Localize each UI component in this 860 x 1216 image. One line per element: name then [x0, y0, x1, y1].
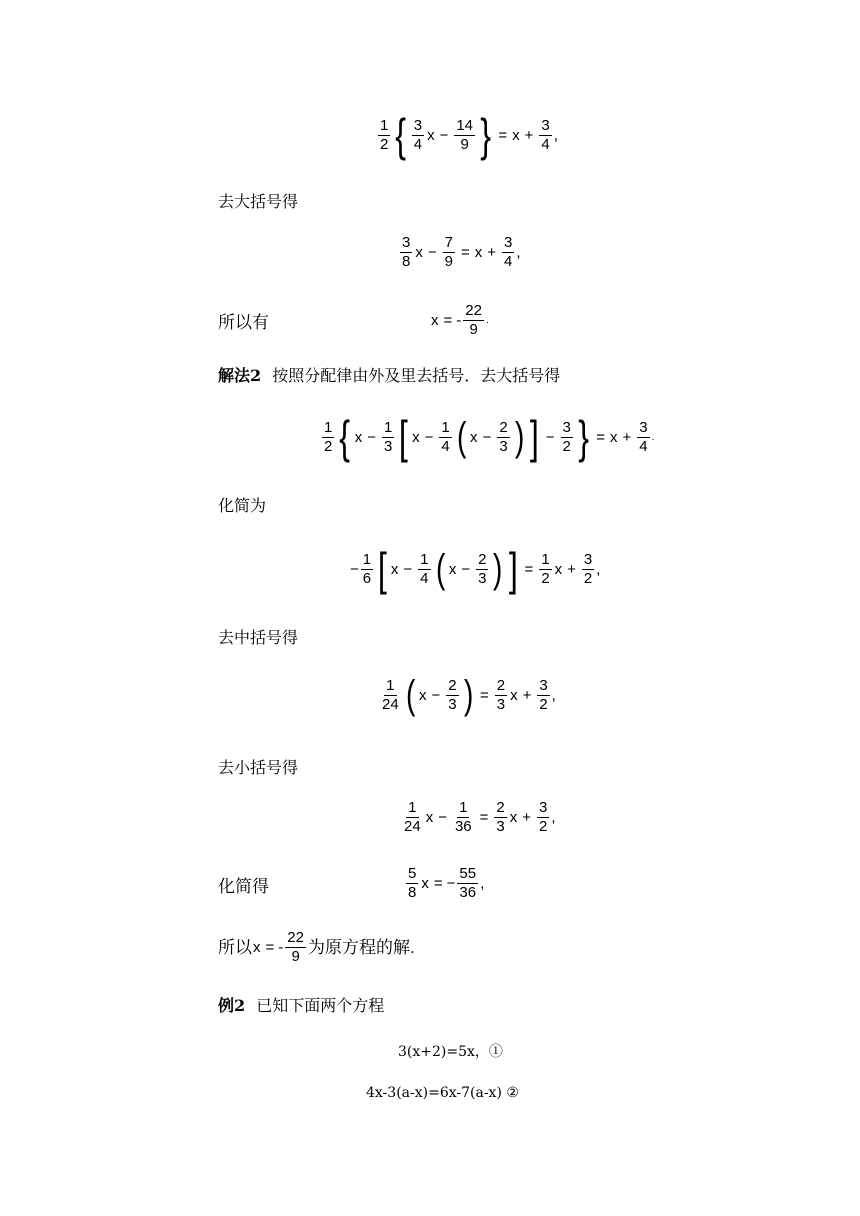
variable-x: x — [431, 311, 439, 329]
variable-x: x — [510, 686, 518, 704]
denominator: 6 — [362, 569, 372, 587]
fraction — [380, 678, 401, 713]
fraction — [494, 800, 506, 835]
fraction — [322, 420, 334, 455]
variable-x: x — [253, 938, 261, 956]
label-simplify-get: 化简得 — [218, 877, 269, 896]
left-paren: ( — [435, 547, 445, 591]
plus-sign: + — [524, 126, 534, 144]
equals-sign: = — [498, 126, 508, 144]
minus-sign: − — [403, 560, 413, 578]
fraction — [453, 800, 474, 835]
variable-x: x — [415, 243, 423, 261]
minus-sign: − — [482, 428, 492, 446]
plus-sign: + — [567, 560, 576, 578]
plus-sign: + — [487, 243, 496, 261]
example-2-paragraph — [218, 998, 384, 1014]
period: . — [651, 431, 655, 443]
label-remove-small-brackets: 去小括号得 — [218, 758, 299, 777]
example-2-text: 已知下面两个方程 — [256, 996, 385, 1015]
minus-sign: - — [456, 311, 462, 329]
comma: , — [596, 560, 601, 578]
denominator: 2 — [380, 135, 389, 153]
numerator: 3 — [562, 418, 571, 436]
denominator: 8 — [408, 883, 417, 901]
denominator: 4 — [420, 569, 429, 587]
minus-sign: − — [438, 808, 447, 826]
period: . — [485, 314, 489, 326]
equation-7 — [400, 800, 556, 835]
denominator: 2 — [541, 569, 550, 587]
right-paren: ) — [463, 673, 473, 717]
numerator: 55 — [459, 865, 477, 882]
denominator: 3 — [448, 695, 457, 713]
numerator: 1 — [383, 418, 393, 436]
denominator: 24 — [404, 817, 421, 835]
fraction — [537, 678, 549, 713]
minus-sign: − — [350, 560, 359, 578]
numerator: 2 — [478, 550, 487, 568]
denominator: 3 — [496, 695, 506, 713]
minus-sign: − — [439, 126, 449, 144]
numerator: 3 — [541, 116, 550, 134]
fraction — [382, 420, 394, 455]
numerator: 1 — [459, 799, 468, 816]
variable-x: x — [448, 560, 457, 578]
right-paren: ) — [514, 415, 524, 459]
fraction — [495, 678, 507, 713]
equals-sign: = — [265, 938, 275, 956]
equation-5 — [350, 543, 601, 595]
equals-sign: = — [460, 243, 470, 261]
left-brace: { — [395, 109, 407, 161]
fraction — [443, 235, 455, 270]
left-bracket: [ — [378, 543, 387, 595]
numerator: 1 — [380, 116, 389, 134]
numerator: 1 — [420, 550, 429, 568]
label-simplify-to: 化简为 — [218, 496, 267, 515]
right-brace: } — [480, 109, 492, 161]
left-paren: ( — [456, 415, 467, 459]
equation-11: 4x-3(a-x)=6x-7(a-x) ② — [366, 1085, 519, 1101]
minus-sign: - — [278, 938, 284, 956]
fraction — [582, 552, 594, 587]
numerator: 3 — [583, 550, 593, 568]
numerator: 2 — [496, 676, 506, 694]
numerator: 3 — [539, 799, 548, 816]
fraction — [402, 800, 423, 835]
equals-sign: = — [433, 874, 443, 892]
equals-sign: = — [443, 311, 453, 329]
equation-4 — [320, 411, 655, 463]
fraction — [561, 420, 573, 455]
fraction — [502, 235, 514, 270]
denominator: 36 — [454, 817, 472, 835]
equation-10: 3(x+2)=5x，① — [398, 1044, 503, 1060]
variable-x: x — [512, 126, 520, 144]
denominator: 4 — [639, 437, 648, 455]
conclusion-suffix: 为原方程的解. — [307, 937, 415, 957]
fraction — [285, 930, 306, 965]
equals-sign: = — [479, 686, 489, 704]
minus-sign: − — [461, 560, 471, 578]
variable-x: x — [425, 808, 434, 826]
fraction — [439, 420, 451, 455]
label-so-have: 所以有 — [218, 313, 269, 332]
equation-3 — [430, 303, 489, 338]
equals-sign: = — [596, 428, 606, 446]
denominator: 8 — [402, 252, 411, 270]
denominator: 4 — [441, 437, 450, 455]
denominator: 2 — [583, 569, 593, 587]
numerator: 3 — [539, 676, 548, 694]
variable-x: x — [474, 243, 483, 261]
fraction — [378, 118, 390, 153]
denominator: 9 — [460, 135, 469, 153]
fraction — [537, 800, 549, 835]
variable-x: x — [610, 428, 618, 446]
minus-sign: − — [424, 428, 434, 446]
fraction — [539, 552, 551, 587]
variable-x: x — [354, 428, 363, 446]
plus-sign: + — [622, 428, 632, 446]
right-brace: } — [578, 411, 589, 463]
numerator: 7 — [444, 234, 453, 251]
numerator: 1 — [386, 676, 395, 694]
method-2-paragraph — [218, 368, 560, 384]
equation-6 — [378, 675, 556, 715]
right-bracket: ] — [529, 411, 539, 463]
denominator: 36 — [459, 883, 477, 901]
plus-sign: + — [522, 808, 532, 826]
variable-x: x — [421, 874, 429, 892]
fraction — [539, 118, 551, 153]
denominator: 3 — [496, 817, 505, 835]
variable-x: x — [509, 808, 518, 826]
variable-x: x — [427, 126, 435, 144]
denominator: 9 — [444, 252, 453, 270]
variable-x: x — [412, 428, 420, 446]
minus-sign: − — [446, 874, 456, 892]
fraction — [412, 118, 424, 153]
numerator: 22 — [287, 929, 304, 946]
fraction — [476, 552, 488, 587]
comma: , — [480, 874, 485, 892]
numerator: 1 — [362, 550, 372, 568]
left-paren: ( — [405, 673, 416, 717]
minus-sign: − — [431, 686, 441, 704]
right-bracket: ] — [508, 543, 518, 595]
example-2-title: 例2 — [218, 996, 246, 1015]
minus-sign: − — [545, 428, 555, 446]
equation-8 — [404, 866, 484, 901]
numerator: 2 — [448, 676, 457, 694]
equation-9 — [252, 930, 308, 965]
denominator: 3 — [499, 437, 508, 455]
minus-sign: − — [367, 428, 376, 446]
left-bracket: [ — [399, 411, 409, 463]
denominator: 4 — [503, 252, 513, 270]
fraction — [446, 678, 458, 713]
variable-x: x — [470, 428, 478, 446]
denominator: 2 — [562, 437, 571, 455]
plus-sign: + — [522, 686, 532, 704]
variable-x: x — [419, 686, 427, 704]
label-remove-mid-brackets: 去中括号得 — [218, 628, 299, 647]
variable-x: x — [554, 560, 563, 578]
numerator: 1 — [324, 418, 333, 436]
denominator: 24 — [382, 695, 399, 713]
denominator: 2 — [539, 695, 548, 713]
fraction — [454, 118, 475, 153]
equation-1 — [376, 109, 558, 161]
comma: , — [551, 808, 556, 826]
denominator: 9 — [469, 320, 478, 338]
numerator: 3 — [402, 234, 411, 251]
fraction — [361, 552, 373, 587]
equals-sign: = — [479, 808, 489, 826]
fraction — [463, 303, 484, 338]
denominator: 4 — [413, 135, 423, 153]
numerator: 1 — [441, 418, 450, 436]
numerator: 2 — [499, 418, 508, 436]
variable-x: x — [390, 560, 399, 578]
numerator: 3 — [639, 418, 648, 436]
denominator: 3 — [383, 437, 393, 455]
numerator: 3 — [413, 116, 423, 134]
denominator: 3 — [478, 569, 487, 587]
numerator: 1 — [541, 550, 550, 568]
denominator: 4 — [541, 135, 550, 153]
comma: , — [516, 243, 521, 261]
comma: , — [551, 686, 556, 704]
conclusion-line — [218, 930, 415, 965]
method-2-text: 按照分配律由外及里去括号．去大括号得 — [272, 366, 561, 385]
denominator: 9 — [291, 947, 300, 965]
equation-2 — [398, 235, 521, 270]
right-paren: ) — [493, 547, 503, 591]
numerator: 2 — [496, 799, 505, 816]
numerator: 14 — [456, 116, 474, 134]
fraction — [457, 866, 478, 901]
denominator: 2 — [324, 437, 333, 455]
numerator: 5 — [408, 865, 417, 882]
minus-sign: − — [427, 243, 437, 261]
label-remove-big-brackets: 去大括号得 — [218, 192, 299, 211]
conclusion-prefix: 所以 — [218, 937, 252, 957]
left-brace: { — [339, 411, 351, 463]
fraction — [497, 420, 509, 455]
fraction — [400, 235, 412, 270]
fraction — [418, 552, 430, 587]
numerator: 3 — [503, 234, 513, 251]
equals-sign: = — [524, 560, 534, 578]
fraction — [406, 866, 418, 901]
fraction — [637, 420, 649, 455]
comma: , — [553, 126, 558, 144]
numerator: 22 — [465, 302, 482, 319]
method-2-title: 解法2 — [218, 366, 262, 385]
numerator: 1 — [408, 799, 417, 816]
denominator: 2 — [539, 817, 548, 835]
